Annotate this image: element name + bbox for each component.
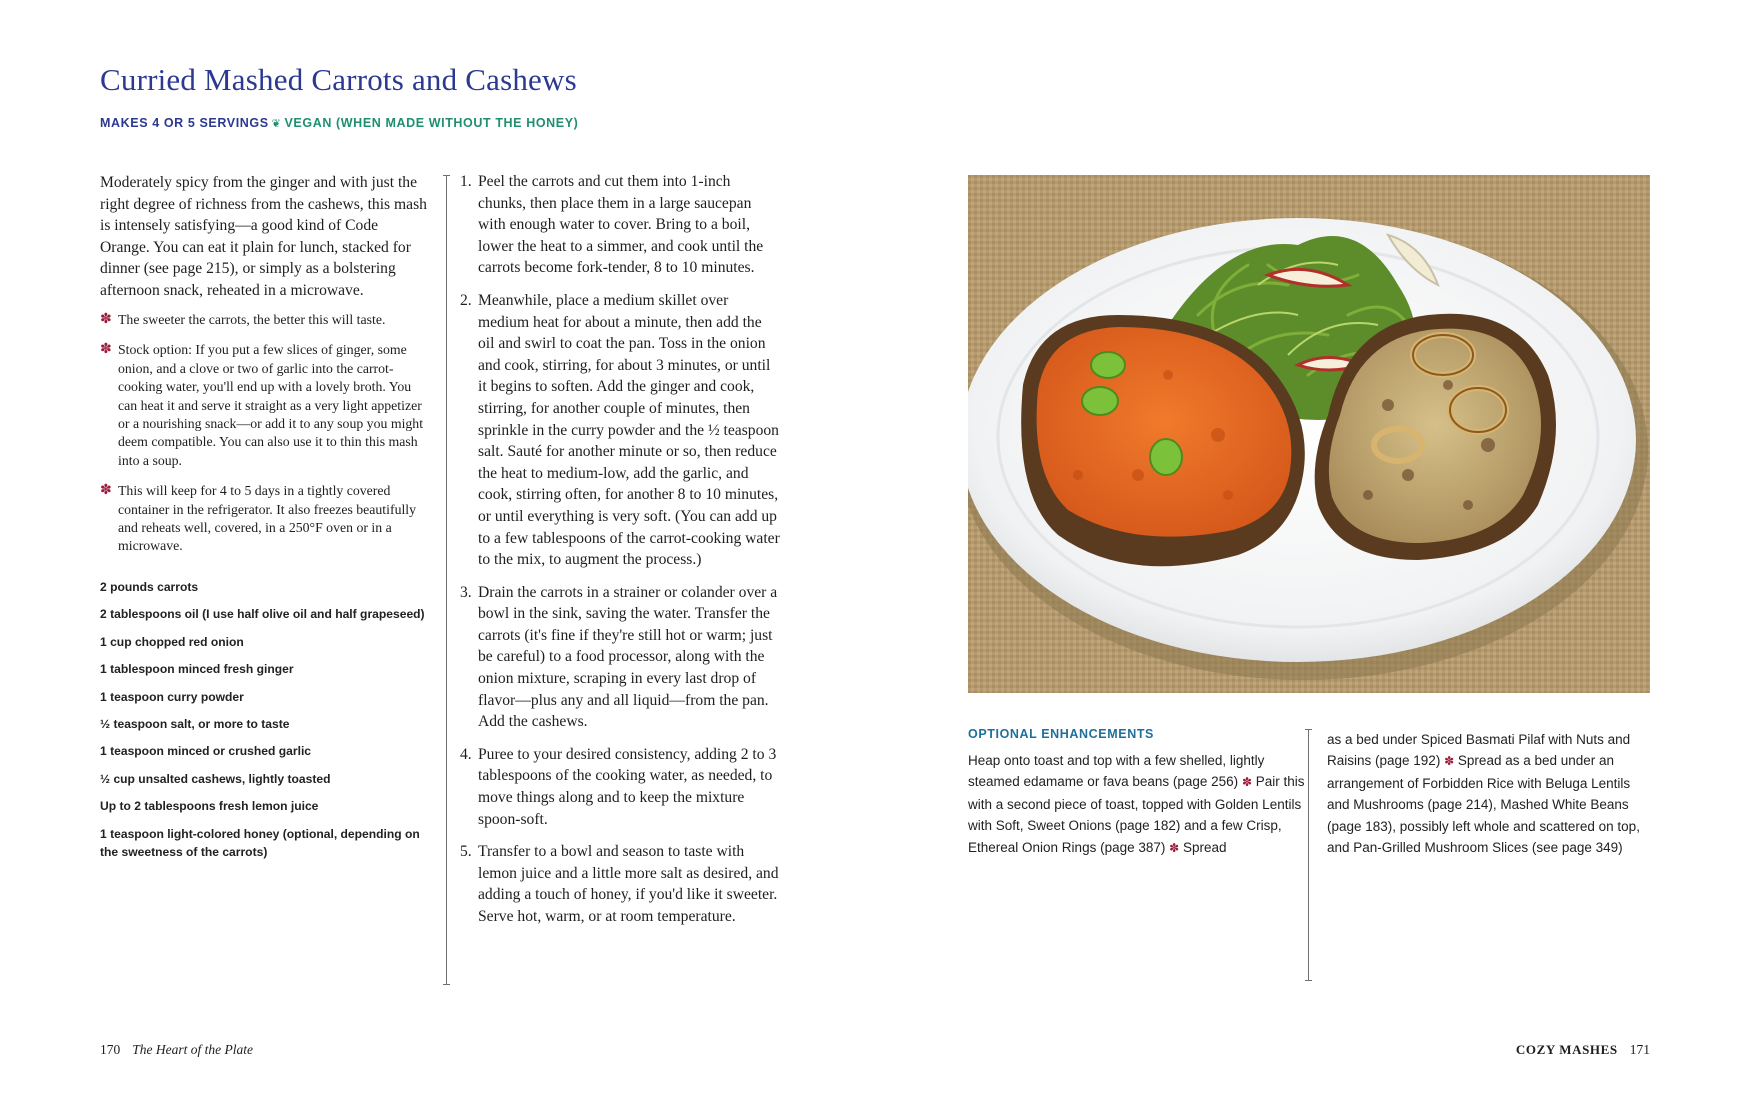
enhancement-text: Heap onto toast and top with a few shelled, lightly steamed edamame or fava beans (page 256) (968, 753, 1265, 790)
vegan-label: VEGAN (WHEN MADE WITHOUT THE HONEY) (284, 116, 579, 130)
divider-tick (1305, 729, 1312, 730)
flower-bullet-icon: ✽ (100, 483, 112, 499)
enhancements-heading: OPTIONAL ENHANCEMENTS (968, 727, 1154, 741)
ingredients-list (100, 578, 430, 870)
column-divider (1308, 729, 1309, 981)
step-text: Puree to your desired consistency, adding 2 to 3 tablespoons of the cooking water, as needed, to move things along and to keep the mixture spoon-soft. (478, 745, 777, 828)
enhancements-text-right (1327, 729, 1652, 858)
flower-bullet-icon: ✽ (100, 342, 112, 358)
tip-text: The sweeter the carrots, the better this will taste. (118, 312, 386, 327)
enhancement-text: Spread (1182, 839, 1227, 855)
step-text: Transfer to a bowl and season to taste with lemon juice and a little more salt as desired, and adding a touch of honey, if you'd like it sweeter. Serve hot, warm, or at room temperature. (478, 843, 779, 925)
enhancements-text-left (968, 750, 1308, 859)
footer-right (1516, 1042, 1650, 1058)
ingredient-item: ½ teaspoon salt, or more to taste (100, 717, 290, 732)
step-number: 5. (460, 843, 472, 861)
ingredient-item: Up to 2 tablespoons fresh lemon juice (100, 799, 319, 814)
ingredient-item: 2 tablespoons oil (I use half olive oil and half grapeseed) (100, 607, 425, 622)
flower-bullet-icon: ✽ (100, 312, 112, 327)
recipe-photo (968, 175, 1650, 693)
recipe-yield (100, 116, 578, 130)
tip-item (100, 311, 430, 329)
ingredient-item: 1 cup chopped red onion (100, 634, 244, 649)
page-number: 170 (100, 1042, 121, 1057)
page-number: 171 (1629, 1042, 1650, 1057)
leaf-icon: ❦ (271, 118, 282, 130)
step-number: 2. (460, 291, 472, 309)
tip-item (100, 341, 430, 470)
ingredient-item: 2 pounds carrots (100, 580, 199, 594)
ingredient-item: 1 teaspoon curry powder (100, 689, 244, 704)
tips-list (100, 311, 430, 568)
flower-bullet-icon: ✽ (1241, 775, 1252, 790)
footer-left (100, 1042, 253, 1058)
step-text: Drain the carrots in a strainer or colander over a bowl in the sink, saving the water. Transfer the carrots (it's fine if they're still hot or warm; just be careful) to a food processor, along with the onion mixture, scraping in every last drop of flavor—plus any and all liquid—from the pan. Add the cashews. (478, 583, 778, 731)
tip-text: Stock option: If you put a few slices of ginger, some onion, and a clove or two of garlic into the carrot-cooking water, you'll end up with a lovely broth. You can heat it and serve it straight as a very light appetizer or a nourishing snack—or add it to any soup you might deem compatible. You can also use it to thin this mash into a soup. (118, 342, 424, 468)
flower-bullet-icon: ✽ (1444, 754, 1455, 769)
tip-text: This will keep for 4 to 5 days in a tightly covered container in the refrigerator. It also freezes beautifully and reheats well, covered, in a 250°F oven or in a microwave. (118, 483, 417, 554)
tip-item (100, 482, 430, 556)
ingredient-item: 1 teaspoon light-colored honey (optional, depending on the sweetness of the carrots) (100, 826, 420, 860)
enhancement-text: as a bed under Spiced Basmati Pilaf with Nuts and Raisins (page 192) (1327, 732, 1631, 769)
step-item (440, 744, 780, 830)
step-number: 3. (460, 583, 472, 601)
flower-bullet-icon: ✽ (1169, 840, 1180, 855)
step-text: Meanwhile, place a medium skillet over medium heat for about a minute, then add the oil and swirl to coat the pan. Toss in the onion and cook, stirring, for about 3 minutes, or until it begins to soften. Add the ginger and cook, stirring, for another couple of minutes, then sprinkle in the curry powder and the ½ teaspoon salt. Sauté for another minute or so, then reduce the heat to medium-low, add the garlic, and cook, stirring often, for another 8 to 10 minutes, or until everything is very soft. (You can add up to a few tablespoons of the carrot-cooking water to the mix, to augment the process.) (478, 291, 780, 569)
step-number: 1. (460, 173, 472, 190)
steps-list (440, 171, 780, 939)
step-number: 4. (460, 745, 472, 763)
divider-tick (1305, 980, 1312, 981)
enhancement-text: Spread as a bed under an arrangement of Forbidden Rice with Beluga Lentils and Mushrooms (page 214), Mashed White Beans (page 183), possibly left whole and scattered on top, and Pan-Grilled Mushroom Slices (see page 349) (1327, 753, 1640, 856)
servings-label: MAKES 4 OR 5 SERVINGS (100, 116, 269, 130)
enhancement-text: Pair this with a second piece of toast, topped with Golden Lentils with Soft, Sweet Onions (page 182) and a few Crisp, Ethereal Onion Rings (page 387) (968, 774, 1305, 855)
step-item (440, 171, 780, 279)
recipe-intro: Moderately spicy from the ginger and with just the right degree of richness from the cashews, this mash is intensely satisfying—a good kind of Code Orange. You can eat it plain for lunch, stacked for dinner (see page 215), or simply as a bolstering afternoon snack, reheated in a microwave. (100, 174, 427, 299)
ingredient-item: 1 tablespoon minced fresh ginger (100, 662, 294, 677)
divider-tick (443, 984, 450, 985)
step-item (440, 841, 780, 927)
step-item (440, 582, 780, 733)
section-title: COZY MASHES (1515, 1042, 1618, 1057)
book-title: The Heart of the Plate (132, 1042, 253, 1057)
step-text: Peel the carrots and cut them into 1-inch chunks, then place them in a large saucepan with enough water to cover. Bring to a boil, lower the heat to a simmer, and cook until the carrots become fork-tender, 8 to 10 minutes. (478, 173, 764, 277)
ingredient-item: ½ cup unsalted cashews, lightly toasted (100, 771, 331, 786)
ingredient-item: 1 teaspoon minced or crushed garlic (100, 744, 312, 759)
step-item (440, 290, 780, 571)
recipe-title: Curried Mashed Carrots and Cashews (100, 62, 577, 97)
